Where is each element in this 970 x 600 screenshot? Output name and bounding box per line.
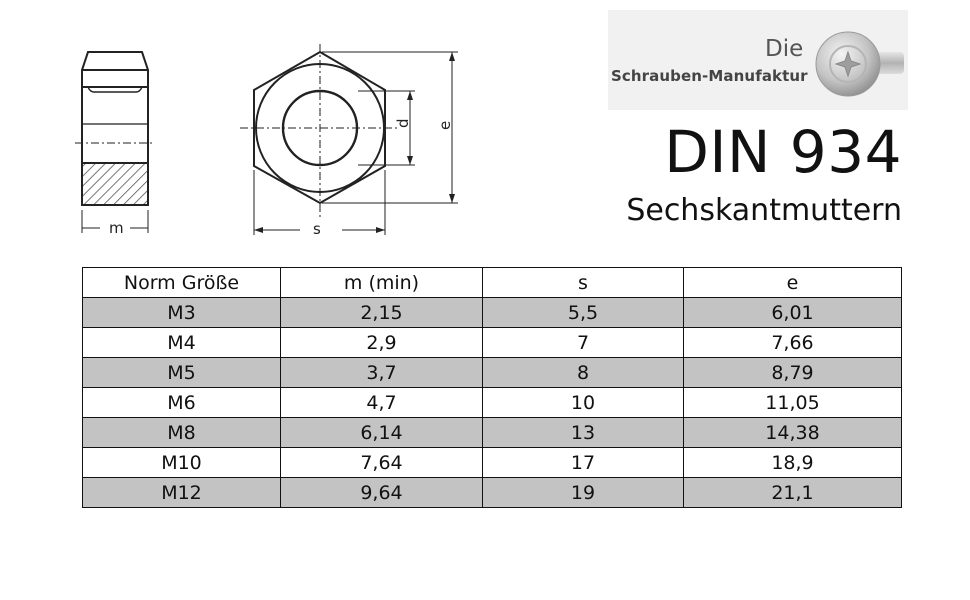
cell-m: 3,7 [281, 358, 483, 388]
cell-s: 13 [483, 418, 684, 448]
cell-s: 10 [483, 388, 684, 418]
cell-size: M3 [83, 298, 281, 328]
table-header-row [83, 268, 902, 298]
label-s: s [313, 220, 321, 238]
cell-size: M8 [83, 418, 281, 448]
page-title: DIN 934 [664, 118, 902, 186]
nut-technical-drawing [60, 30, 480, 245]
cell-size: M12 [83, 478, 281, 508]
table-row [83, 388, 902, 418]
column-header-size: Norm Größe [83, 268, 281, 298]
cell-size: M6 [83, 388, 281, 418]
column-header-m: m (min) [281, 268, 483, 298]
cell-m: 9,64 [281, 478, 483, 508]
table-row [83, 448, 902, 478]
cell-s: 7 [483, 328, 684, 358]
cell-m: 7,64 [281, 448, 483, 478]
cell-size: M4 [83, 328, 281, 358]
cell-s: 19 [483, 478, 684, 508]
hex-nut-drawing [60, 30, 480, 245]
cell-s: 5,5 [483, 298, 684, 328]
cell-s: 17 [483, 448, 684, 478]
side-view [75, 52, 155, 233]
cell-e: 18,9 [684, 448, 902, 478]
label-d: d [394, 118, 412, 128]
table-row [83, 358, 902, 388]
page-subtitle: Sechskantmuttern [626, 193, 902, 228]
cell-s: 8 [483, 358, 684, 388]
cell-m: 6,14 [281, 418, 483, 448]
cell-e: 21,1 [684, 478, 902, 508]
column-header-e: e [684, 268, 902, 298]
table-row [83, 418, 902, 448]
logo-line1: Die [765, 36, 804, 62]
cell-size: M10 [83, 448, 281, 478]
column-header-s: s [483, 268, 684, 298]
cell-m: 2,9 [281, 328, 483, 358]
brand-logo [608, 10, 908, 110]
cell-e: 7,66 [684, 328, 902, 358]
table-row [83, 478, 902, 508]
label-m: m [109, 219, 124, 237]
cell-e: 6,01 [684, 298, 902, 328]
cell-m: 4,7 [281, 388, 483, 418]
cell-size: M5 [83, 358, 281, 388]
cell-m: 2,15 [281, 298, 483, 328]
front-view [240, 44, 458, 235]
table-row [83, 328, 902, 358]
screw-head-icon [814, 22, 906, 106]
cell-e: 11,05 [684, 388, 902, 418]
table-row [83, 298, 902, 328]
label-e: e [436, 120, 454, 130]
cell-e: 14,38 [684, 418, 902, 448]
logo-line2: Schrauben-Manufaktur [611, 67, 808, 85]
dimension-table [82, 267, 902, 508]
cell-e: 8,79 [684, 358, 902, 388]
